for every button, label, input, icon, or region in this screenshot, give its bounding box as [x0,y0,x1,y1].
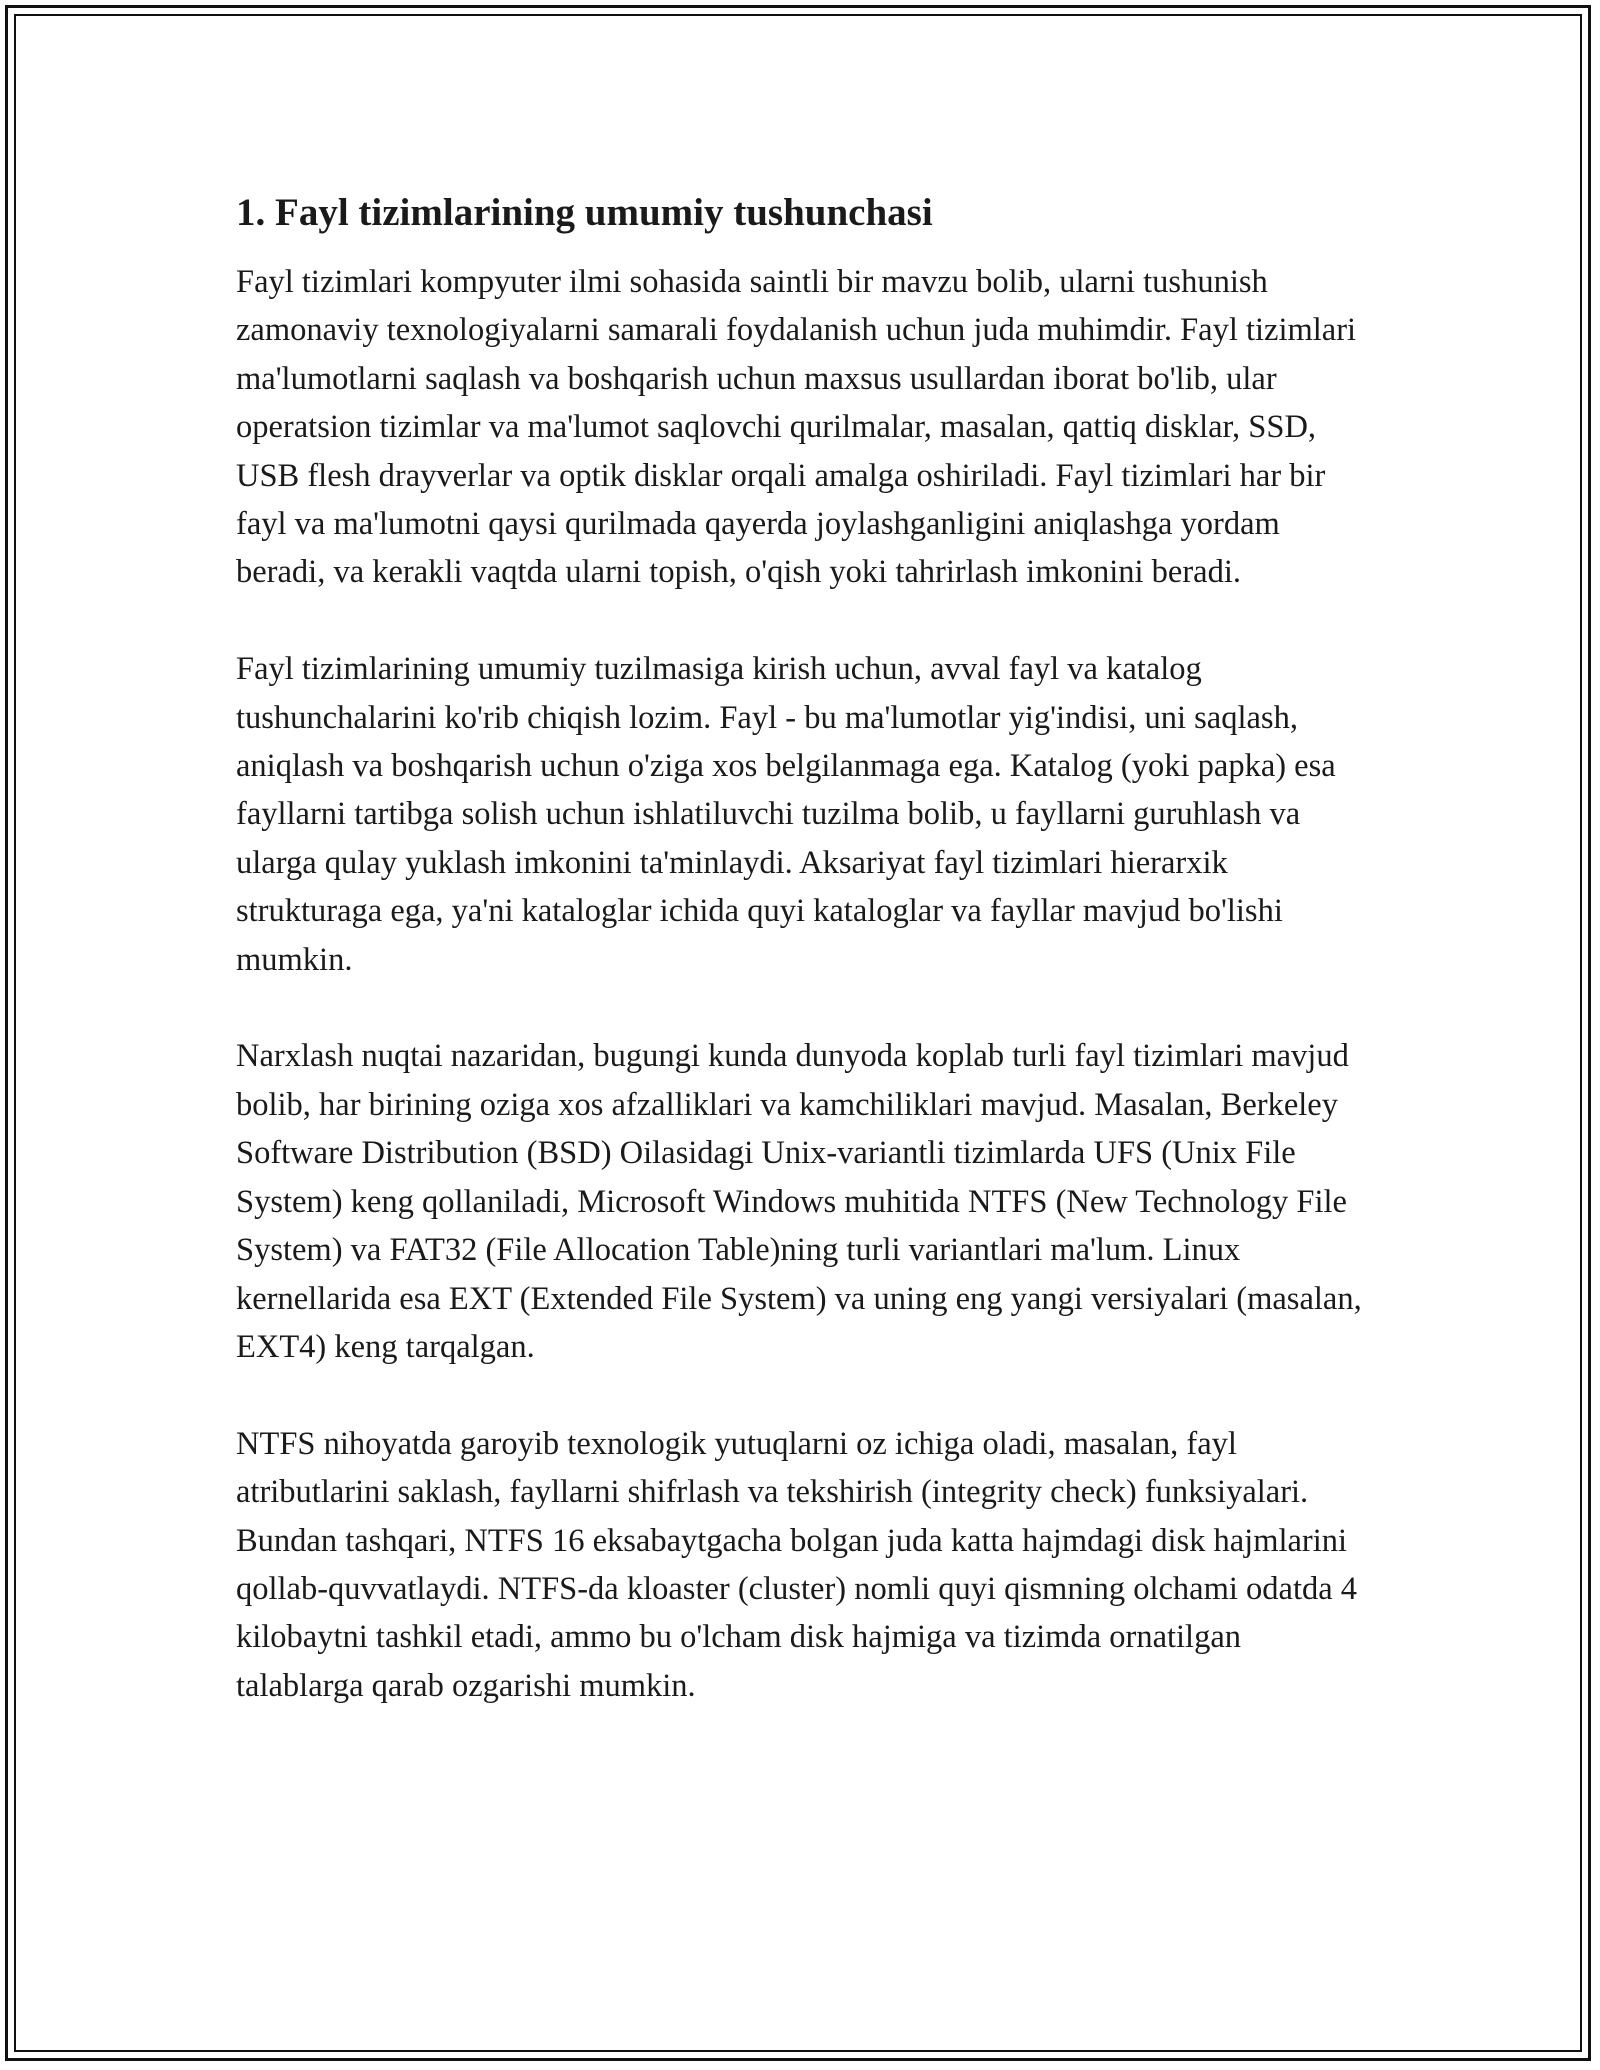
paragraph-4: NTFS nihoyatda garoyib texnologik yutuqlarni oz ichiga oladi, masalan, fayl atributlarini saklash, fayllarni shifrlash va tekshirish (integrity check) funksiyalari. Bundan tashqari, NTFS 16 eksabaytgacha bolgan juda katta hajmdagi disk hajmlarini qollab-quvvatlaydi. NTFS-da kloaster (cluster) nomli quyi qismning olchami odatda 4 kilobaytni tashkil etadi, ammo bu o'lcham disk hajmiga va tizimda ornatilgan talablarga qarab ozgarishi mumkin. [236,1425,1358,1704]
document-body [236,188,1376,1759]
paragraph-3: Narxlash nuqtai nazaridan, bugungi kunda dunyoda koplab turli fayl tizimlari mavjud bolib, har birining oziga xos afzalliklari va kamchiliklari mavjud. Masalan, Berkeley Software Distribution (BSD) Oilasidagi Unix-variantli tizimlarda UFS (Unix File System) keng qollaniladi, Microsoft Windows muhitida NTFS (New Technology File System) va FAT32 (File Allocation Table)ning turli variantlari ma'lum. Linux kernellarida esa EXT (Extended File System) va uning eng yangi versiyalari (masalan, EXT4) keng tarqalgan. [236,1038,1362,1365]
paragraph-2: Fayl tizimlarining umumiy tuzilmasiga kirish uchun, avval fayl va katalog tushunchalarini ko'rib chiqish lozim. Fayl - bu ma'lumotlar yig'indisi, uni saqlash, aniqlash va boshqarish uchun o'ziga xos belgilanmaga ega. Katalog (yoki papka) esa fayllarni tartibga solish uchun ishlatiluvchi tuzilma bolib, u fayllarni guruhlash va ularga qulay yuklash imkonini ta'minlaydi. Aksariyat fayl tizimlari hierarxik strukturaga ega, ya'ni kataloglar ichida quyi kataloglar va fayllar mavjud bo'lishi mumkin. [236,651,1336,978]
section-heading: 1. Fayl tizimlarining umumiy tushunchasi [236,191,933,234]
paragraph-1: Fayl tizimlari kompyuter ilmi sohasida saintli bir mavzu bolib, ularni tushunish zamonaviy texnologiyalarni samarali foydalanish uchun juda muhimdir. Fayl tizimlari ma'lumotlarni saqlash va boshqarish uchun maxsus usullardan iborat bo'lib, ular operatsion tizimlar va ma'lumot saqlovchi qurilmalar, masalan, qattiq disklar, SSD, USB flesh drayverlar va optik disklar orqali amalga oshiriladi. Fayl tizimlari har bir fayl va ma'lumotni qaysi qurilmada qayerda joylashganligini aniqlashga yordam beradi, va kerakli vaqtda ularni topish, o'qish yoki tahrirlash imkonini beradi. [236,264,1357,591]
